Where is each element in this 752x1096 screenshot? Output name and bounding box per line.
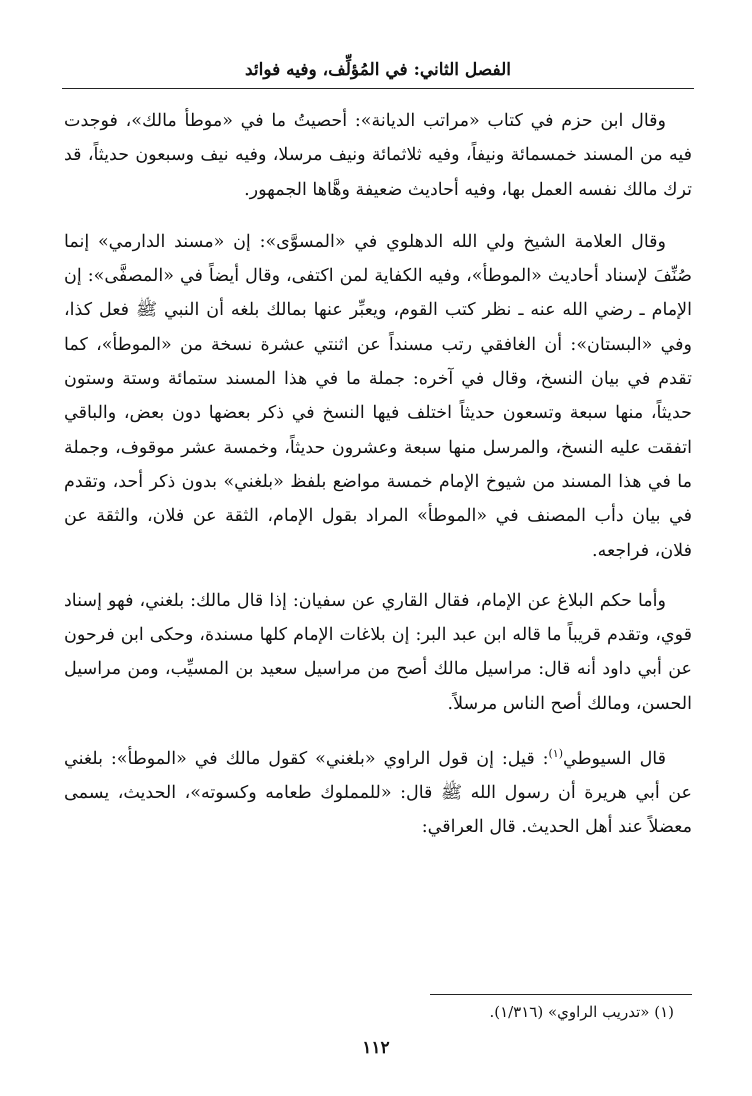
paragraph-ibn-hazm: وقال ابن حزم في كتاب «مراتب الديانة»: أحصيتُ ما في «موطأ مالك»، فوجدت فيه من المسند خمسمائة ونيفاً، وفيه ثلاثمائة ونيف مرسلا، وفيه نيف وسبعون حديثاً، قد ترك مالك نفسه العمل بها، وفيه أحاديث ضعيفة وهَّاها الجمهور.	[64, 111, 692, 200]
footnote: (١) «تدريب الراوي» (١/٣١٦).	[489, 1003, 674, 1021]
paragraph-balagh: وأما حكم البلاغ عن الإمام، فقال القاري عن سفيان: إذا قال مالك: بلغني، فهو إسناد قوي، وتقدم قريباً ما قاله ابن عبد البر: إن بلاغات الإمام كلها مسندة، وحكى ابن فرحون عن أبي داود أنه قال: مراسيل مالك أصح من مراسيل سعيد بن المسيِّب، ومن مراسيل الحسن، ومالك أصح الناس مرسلاً.	[64, 590, 692, 714]
footnote-rule	[430, 994, 692, 995]
running-header: الفصل الثاني: في المُؤلِّف، وفيه فوائد	[244, 60, 512, 80]
suyuti-rest: : قيل: إن قول الراوي «بلغني» كقول مالك في «الموطأ»: بلغني عن أبي هريرة أن رسول الله ﷺ قال: «للمملوك طعامه وكسوته»، الحديث، يسمى معضلاً عند أهل الحديث. قال العراقي:	[64, 748, 692, 838]
paragraph-suyuti	[64, 737, 692, 845]
header-rule	[62, 88, 694, 89]
suyuti-lead: قال السيوطي	[563, 748, 666, 769]
page-number: ١١٢	[362, 1038, 390, 1058]
footnote-ref: (١)	[548, 747, 564, 761]
paragraph-dehlawi: وقال العلامة الشيخ ولي الله الدهلوي في «المسوَّى»: إن «مسند الدارمي» إنما صُنِّفَ لإسناد أحاديث «الموطأ»، وفيه الكفاية لمن اكتفى، وقال أيضاً في «المصفَّى»: إن الإمام ـ رضي الله عنه ـ نظر كتب القوم، ويعبِّر عنها بمالك بلغه أن النبي ﷺ فعل كذا، وفي «البستان»: أن الغافقي رتب مسنداً عن اثنتي عشرة نسخة من «الموطأ»، كما تقدم في بيان النسخ، وقال في آخره: جملة ما في هذا المسند ستمائة وستة وستون حديثاً، منها سبعة وتسعون حديثاً اختلف فيها النسخ في ذكر بعضها دون بعض، والباقي اتفقت عليه النسخ، والمرسل منها سبعة وعشرون حديثاً، وخمسة عشر موقوف، وجملة ما في هذا المسند من شيوخ الإمام خمسة مواضع بلفظ «بلغني» بدون ذكر أحد، وتقدم في بيان دأب المصنف في «الموطأ» المراد بقول الإمام، الثقة عن فلان، والثقة عن فلان، فراجعه.	[64, 231, 692, 561]
main-text	[64, 104, 692, 861]
